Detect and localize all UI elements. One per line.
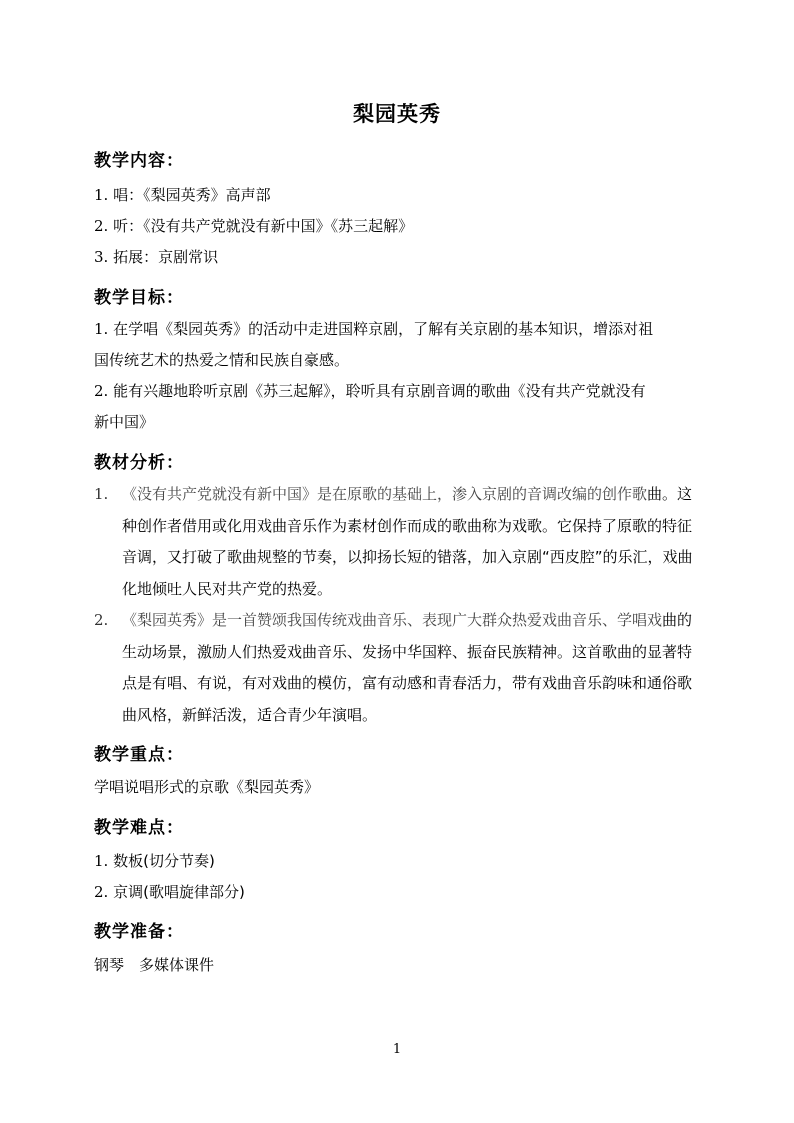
analysis-item-2-lead: 《梨园英秀》是一首赞颂我国传统戏曲音乐、表现广大群众热爱戏曲音乐、学唱戏	[122, 611, 663, 629]
analysis-item-2-rest: 曲的生动场景，激励人们热爱戏曲音乐、发扬中华国粹、振奋民族精神。这首歌曲的显著特点是有唱、有说，有对戏曲的模仿，富有动感和青春活力，带有戏曲音乐韵味和通俗歌曲风格，新鲜活泼，适合青少年演唱。	[122, 611, 693, 724]
analysis-item-2-num: 2.	[94, 611, 109, 629]
analysis-item-1	[94, 479, 704, 605]
objective-1-line2: 国传统艺术的热爱之情和民族自豪感。	[94, 351, 350, 369]
heading-preparation: 教学准备：	[94, 922, 184, 942]
content-item-1-num: 1.	[94, 186, 109, 204]
content-item-2-text: 听：《没有共产党就没有新中国》《苏三起解》	[113, 217, 414, 235]
content-item-1	[94, 184, 271, 205]
analysis-list	[94, 479, 704, 731]
objective-1-num: 1.	[94, 320, 109, 338]
objective-1-text-a: 在学唱《梨园英秀》的活动中走进国粹京剧，了解有关京剧的基本知识，增添对祖	[113, 320, 654, 338]
analysis-item-2	[94, 605, 704, 731]
content-item-3-text: 拓展：京剧常识	[113, 248, 219, 266]
objective-2-text-a: 能有兴趣地聆听京剧《苏三起解》，聆听具有京剧音调的歌曲《没有共产党就没有	[113, 382, 646, 400]
content-item-3	[94, 246, 218, 267]
heading-content: 教学内容：	[94, 151, 184, 171]
difficulty-item-2-num: 2.	[94, 883, 109, 901]
objective-2-num: 2.	[94, 382, 109, 400]
analysis-item-1-lead: 《没有共产党就没有新中国》是在原歌的基础上，渗入京剧的音调改编的创作歌	[122, 485, 648, 503]
objective-2-line2: 新中国》	[94, 413, 155, 431]
preparation-text: 钢琴 多媒体课件	[94, 956, 215, 974]
heading-focus: 教学重点：	[94, 745, 184, 765]
analysis-item-1-num: 1.	[94, 485, 109, 503]
content-item-3-num: 3.	[94, 248, 109, 266]
analysis-item-1-rest: 曲。这种创作者借用或化用戏曲音乐作为素材创作而成的歌曲称为戏歌。它保持了原歌的特征音调，又打破了歌曲规整的节奏，以抑扬长短的错落，加入京剧“西皮腔”的乐汇，戏曲化地倾吐人民对共产党的热爱。	[122, 485, 693, 598]
heading-difficulty: 教学难点：	[94, 818, 184, 838]
difficulty-item-2	[94, 881, 245, 902]
content-item-2	[94, 215, 413, 236]
difficulty-item-1-text: 数板(切分节奏)	[113, 852, 215, 870]
difficulty-item-1	[94, 850, 215, 871]
objective-1-line1	[94, 318, 653, 339]
heading-objectives: 教学目标：	[94, 288, 184, 308]
page-number: 1	[392, 1042, 402, 1057]
heading-analysis: 教材分析：	[94, 453, 184, 473]
content-item-1-text: 唱：《梨园英秀》高声部	[113, 186, 271, 204]
objective-2-line1	[94, 380, 646, 401]
difficulty-item-1-num: 1.	[94, 852, 109, 870]
difficulty-item-2-text: 京调(歌唱旋律部分)	[113, 883, 245, 901]
page-title: 梨园英秀	[353, 102, 441, 126]
focus-text: 学唱说唱形式的京歌《梨园英秀》	[94, 778, 320, 796]
content-item-2-num: 2.	[94, 217, 109, 235]
